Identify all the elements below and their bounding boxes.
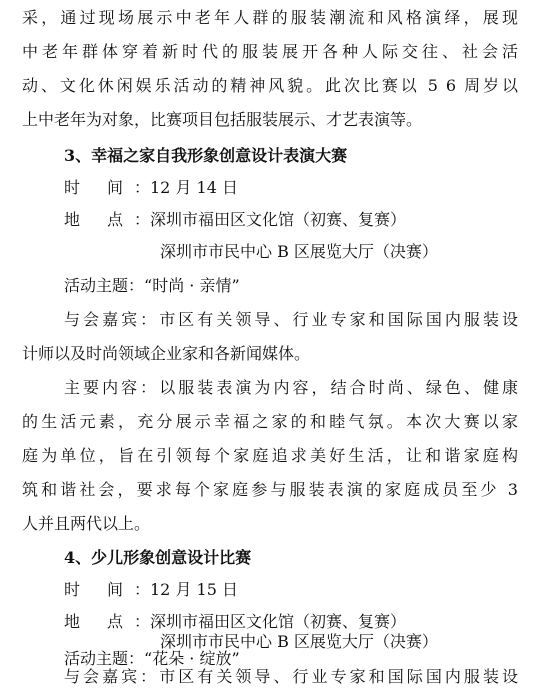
content-line: 的生活元素，充分展示幸福之家的和睦气氛。本次大赛以家: [22, 412, 518, 431]
place-label: 地 点：: [64, 210, 150, 229]
place-value-second: 深圳市市民中心 B 区展览大厅（决赛）: [160, 632, 438, 651]
content-line: 筑和谐社会，要求每个家庭参与服装表演的家庭成员至少 3: [22, 480, 518, 499]
time-value: 12 月 15 日: [150, 580, 238, 599]
time-row: [0, 574, 238, 606]
time-value: 12 月 14 日: [150, 178, 238, 197]
theme-value: “时尚 · 亲情”: [144, 276, 240, 295]
paragraph-line: 上中老年为对象，比赛项目包括服装展示、才艺表演等。: [22, 110, 423, 129]
place-row: [0, 204, 406, 236]
paragraph-line: 动、文化休闲娱乐活动的精神风貌。此次比赛以 5 6 周岁以: [22, 76, 518, 95]
time-row: [0, 172, 238, 204]
time-label: 时 间：: [64, 178, 150, 197]
content-line: 庭为单位，旨在引领每个家庭追求美好生活，让和谐家庭构: [22, 446, 518, 465]
theme-label: 活动主题：: [64, 276, 145, 295]
section-heading-3: 3、幸福之家自我形象创意设计表演大赛: [64, 146, 348, 165]
paragraph-line: 采，通过现场展示中老年人群的服装潮流和风格演绎，展现: [22, 8, 518, 27]
theme-value: “花朵 · 绽放”: [144, 649, 240, 668]
guests-line: 与会嘉宾：市区有关领导、行业专家和国际国内服装设: [64, 667, 518, 686]
place-value-second: 深圳市市民中心 B 区展览大厅（决赛）: [160, 242, 438, 261]
theme-row: [0, 270, 240, 302]
guests-line: 与会嘉宾：市区有关领导、行业专家和国际国内服装设: [64, 310, 518, 329]
place-value: 深圳市福田区文化馆（初赛、复赛）: [150, 612, 407, 631]
section-heading-4: 4、少儿形象创意设计比赛: [64, 548, 252, 567]
place-label: 地 点：: [64, 612, 150, 631]
guests-line: 计师以及时尚领域企业家和各新闻媒体。: [22, 344, 311, 363]
time-label: 时 间：: [64, 580, 150, 599]
content-line: 人并且两代以上。: [22, 514, 151, 533]
place-value: 深圳市福田区文化馆（初赛、复赛）: [150, 210, 407, 229]
paragraph-line: 中老年群体穿着新时代的服装展开各种人际交往、社会活: [22, 42, 518, 61]
theme-label: 活动主题：: [64, 649, 145, 668]
content-line: 主要内容：以服装表演为内容，结合时尚、绿色、健康: [64, 378, 518, 397]
